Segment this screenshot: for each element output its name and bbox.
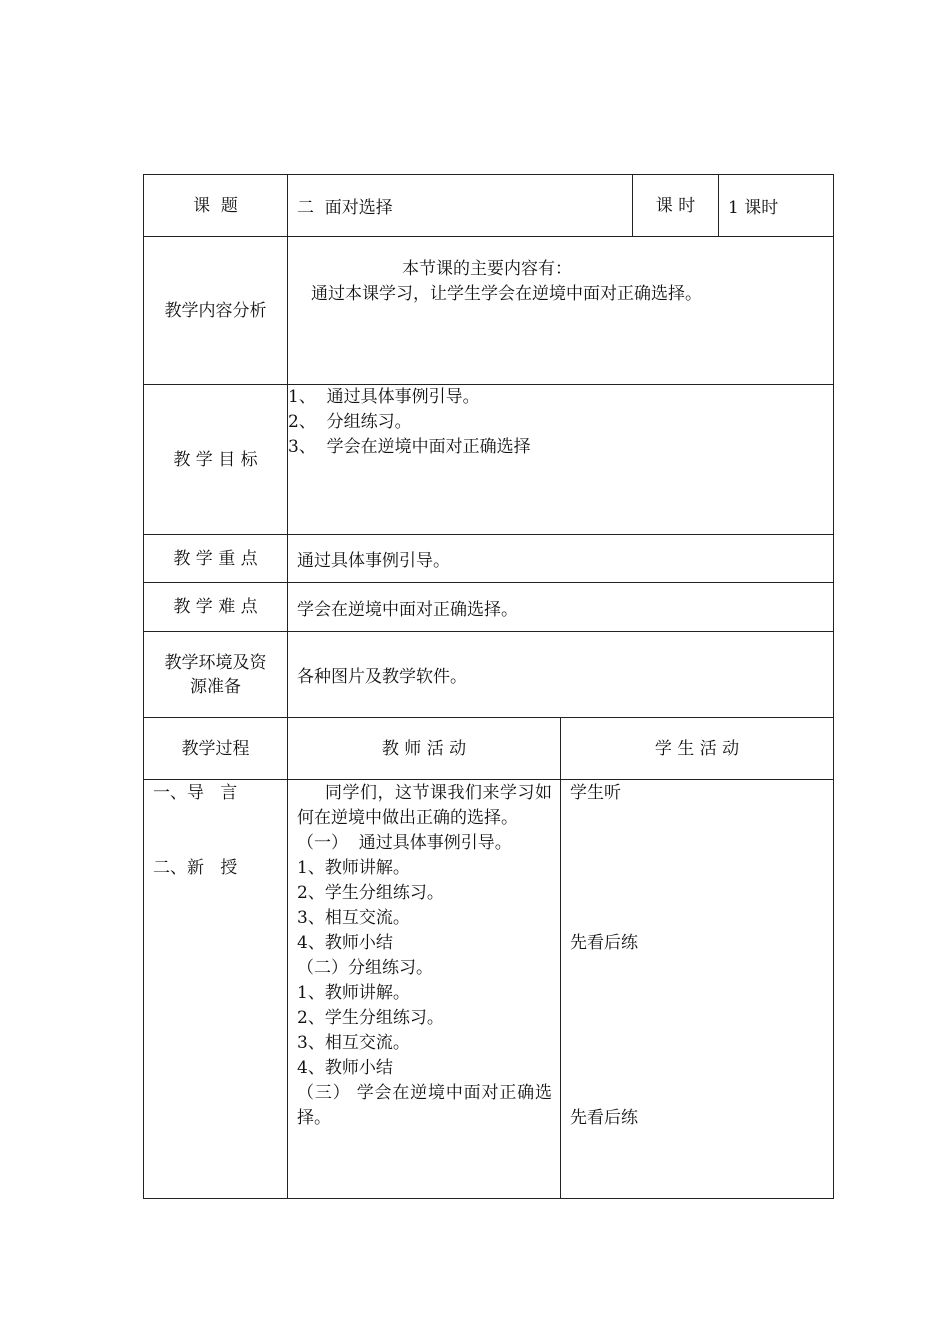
teacher-line: （一） 通过具体事例引导。 xyxy=(297,833,512,853)
teacher-last: （三） 学会在逆境中面对正确选择。 xyxy=(297,1083,552,1128)
student-activity-header: 学 生 活 动 xyxy=(561,718,834,780)
teacher-line: （二）分组练习。 xyxy=(297,958,433,978)
student-line: 学生听 xyxy=(570,783,621,803)
teacher-line: 1、教师讲解。 xyxy=(297,983,410,1003)
title-value: 二 面对选择 xyxy=(288,175,633,237)
title-label: 课 题 xyxy=(144,175,288,237)
goal-item: 2、 分组练习。 xyxy=(288,412,412,432)
teacher-line: 2、学生分组练习。 xyxy=(297,1008,444,1028)
process-stages xyxy=(144,780,288,1199)
stage-new-lesson: 二、新 授 xyxy=(153,858,238,878)
teacher-line: 1、教师讲解。 xyxy=(297,858,410,878)
teacher-activity xyxy=(288,780,561,1199)
student-line: 先看后练 xyxy=(570,1108,638,1128)
student-line: 先看后练 xyxy=(570,933,638,953)
environment-label-line1: 教学环境及资 xyxy=(164,652,267,673)
row-title xyxy=(144,175,834,237)
teacher-line: 4、教师小结 xyxy=(297,1058,393,1078)
row-analysis xyxy=(144,237,834,385)
difficult-point-label: 教 学 难 点 xyxy=(144,583,288,632)
lesson-plan-table xyxy=(143,174,834,1199)
teacher-line: 3、相互交流。 xyxy=(297,1033,410,1053)
key-point-label: 教 学 重 点 xyxy=(144,535,288,583)
analysis-line1: 本节课的主要内容有： xyxy=(402,259,572,279)
analysis-line2: 通过本课学习，让学生学会在逆境中面对正确选择。 xyxy=(311,284,702,304)
environment-value: 各种图片及教学软件。 xyxy=(288,632,834,718)
row-environment xyxy=(144,632,834,718)
teacher-activity-header: 教 师 活 动 xyxy=(288,718,561,780)
key-point-value: 通过具体事例引导。 xyxy=(288,535,834,583)
environment-label xyxy=(144,632,288,718)
hours-label: 课 时 xyxy=(633,175,719,237)
row-goals xyxy=(144,385,834,535)
row-process-header xyxy=(144,718,834,780)
row-key-point xyxy=(144,535,834,583)
environment-label-line2: 源准备 xyxy=(190,676,241,697)
teacher-line: 4、教师小结 xyxy=(297,933,393,953)
goals-list xyxy=(288,385,834,535)
student-activity xyxy=(561,780,834,1199)
analysis-content xyxy=(288,237,834,385)
row-process xyxy=(144,780,834,1199)
teacher-line: 3、相互交流。 xyxy=(297,908,410,928)
analysis-label: 教学内容分析 xyxy=(144,237,288,385)
stage-intro: 一、导 言 xyxy=(153,783,238,803)
teacher-line: 2、学生分组练习。 xyxy=(297,883,444,903)
hours-value: 1 课时 xyxy=(719,175,834,237)
row-difficult-point xyxy=(144,583,834,632)
process-label: 教学过程 xyxy=(144,718,288,780)
goal-item: 3、 学会在逆境中面对正确选择 xyxy=(288,437,531,457)
teacher-intro: 同学们，这节课我们来学习如何在逆境中做出正确的选择。 xyxy=(297,783,552,828)
goal-item: 1、 通过具体事例引导。 xyxy=(288,387,480,407)
difficult-point-value: 学会在逆境中面对正确选择。 xyxy=(288,583,834,632)
goals-label: 教 学 目 标 xyxy=(144,385,288,535)
